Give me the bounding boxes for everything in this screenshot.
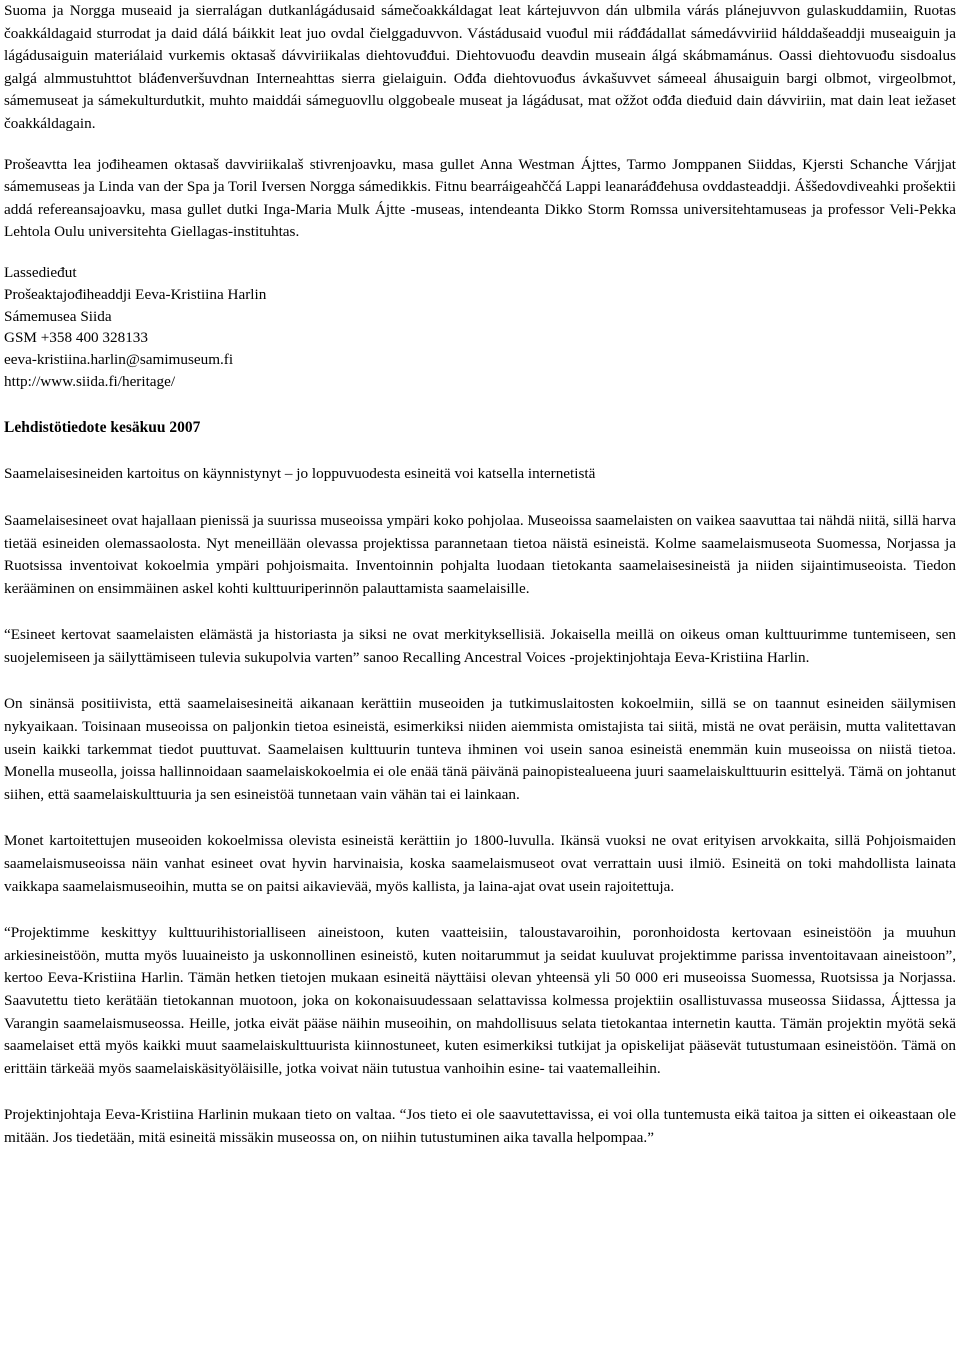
finnish-paragraph-6: Projektinjohtaja Eeva-Kristiina Harlinin mukaan tieto on valtaa. “Jos tieto ei ole saavutettavissa, ei voi olla tuntemusta eikä taitoa ja sitten ei oikeastaan ole mitään. Jos tiedetään, mitä esineitä missäkin museossa on, on niihin tutustuminen aika tavalla helpompaa.” [4,1106,956,1146]
contact-role: Prošeaktajođiheaddji Eeva-Kristiina Harlin [4,285,267,303]
finnish-paragraph-1: Saamelaisesineet ovat hajallaan pienissä ja suurissa museoissa ympäri koko pohjolaa. Museoissa saamelaisten on vaikea saavuttaa tai nähdä niitä, sillä harva tietää esineiden olemassaolosta. Nyt meneillään olevassa projektissa parannetaan tietoa näistä esineistä. Kolme saamelaismuseota Suomessa, Norjassa ja Ruotsissa inventoivat kokoelmia ympäri pohjoismaita. Inventoinnin pohjalta luodaan tietokanta saamelaisesineistä ja niiden sijaintimuseoista. Tiedon kerääminen on ensimmäinen askel kohti kulttuuriperinnön palauttamista saamelaisille. [4,511,956,597]
finnish-paragraph-2: “Esineet kertovat saamelaisten elämästä ja historiasta ja siksi ne ovat merkityksellisiä. Jokaisella meillä on oikeus oman kulttuurimme tuntemiseen, sen suojelemiseen ja säilyttämiseen tulevia sukupolvia varten” sanoo Recalling Ancestral Voices -projektinjohtaja Eeva-Kristiina Harlin. [4,626,956,666]
spacer [4,393,956,417]
spacer [4,244,956,262]
contact-org: Sámemusea Siida [4,307,112,325]
contact-phone: GSM +358 400 328133 [4,329,148,347]
spacer [4,898,956,922]
spacer [4,806,956,830]
spacer [4,1080,956,1104]
finnish-paragraph-3: On sinänsä positiivista, että saamelaisesineitä aikanaan kerättiin museoiden ja tutkimuslaitosten kokoelmiin, sillä se on taannut esineiden säilymisen nykyaikaan. Toisinaan museoissa on paljonkin tietoa esineistä, esimerkiksi niiden aiemmista omistajista tai siitä, mistä ne ovat peräisin, mutta valitettavan usein kaikki tarkemmat tiedot puuttuvat. Saamelaisen kulttuurin tunteva ihminen voi usein sanoa esineistä enemmän kuin museoissa on niistä tietoa. Monella museolla, joissa hallinnoidaan saamelaiskokoelmia ei ole enää tänä päivänä painopistealueena juuri saamelaiskulttuurin esittelyä. Tämä on johtanut siihen, että saamelaiskulttuuria ja sen esineistöä tunnetaan vain vähän tai ei lainkaan. [4,695,956,803]
finnish-paragraph-5: “Projektimme keskittyy kulttuurihistorialliseen aineistoon, kuten vaatteisiin, taloustavaroihin, poronhoidosta kertovaan esineistöön ja muuhun arkiesineistöön, mutta myös luuaineisto ja uskonnollinen esineistö, kuten noitarummut ja seidat kuuluvat projektimme parissa inventoitavaan aineistoon”, kertoo Eeva-Kristiina Harlin. Tämän hetken tietojen mukaan esineitä näyttäisi olevan yhteensä yli 50 000 eri museoissa Suomessa, Ruotsissa ja Norjassa. Saavutettu tieto kerätään tietokannan muotoon, joka on kokonaisuudessaan selattavissa kolmessa projektiin osallistuvassa museossa Siidassa, Ájttessa ja Varangin saamelaismuseossa. Heille, jotka eivät pääse näihin museoihin, on mahdollisuus selata tietokantaa internetin kautta. Tämän projektin myötä sekä saamelaiset että myös kaikki muut saamelaiskulttuurista kiinnostuneet, kuten esimerkiksi tutkijat ja opiskelijat pääsevät tutustumaan esineistöön. Tämä on erittäin tärkeää myös saamelaiskäsityöläisille, jotka voivat näin tutustua vanhoihin esine- tai vaatemalleihin. [4,924,956,1077]
contact-title: Lassedieđut [4,263,77,281]
spacer [4,439,956,463]
press-release-subtitle: Saamelaisesineiden kartoitus on käynnistynyt – jo loppuvuodesta esineitä voi katsella internetistä [4,465,596,483]
finnish-paragraph-4: Monet kartoitettujen museoiden kokoelmissa olevista esineistä kerättiin jo 1800-luvulla. Ikänsä vuoksi ne ovat erityisen arvokkaita, sillä Pohjoismaiden saamelaismuseoissa näin vanhat esineet ovat hyvin harvinaisia, koska saamelaismuseot ovat verrattain uusi ilmiö. Esineitä on toki mahdollista lainata vaikkapa saamelaismuseoihin, mutta se on paitsi aikavievää, myös kallista, ja laina-ajat ovat usein rajoitettuja. [4,832,956,895]
contact-block [4,262,956,393]
spacer [4,486,956,510]
sami-paragraph-2: Prošeavtta lea jođiheamen oktasaš davviriikalaš stivrenjoavku, masa gullet Anna Westman Ájttes, Tarmo Jomppanen Siiddas, Kjersti Schanche Várjjat sámemuseas ja Linda van der Spa ja Toril Iversen Norgga sámedikkis. Fitnu bearráigeahččá Lappi leanaráđđehusa ovddasteaddji. Áššedovdiveahki prošektii addá refereansajoavku, masa gullet dutki Inga-Maria Mulk Ájtte -museas, intendeanta Dikko Storm Romssa universitehtamuseas ja professor Veli-Pekka Lehtola Oulu universitehta Giellagas-instituhtas. [4,155,956,241]
spacer [4,600,956,624]
press-release-heading: Lehdistötiedote kesäkuu 2007 [4,418,201,436]
spacer [4,669,956,693]
sami-paragraph-1: Suoma ja Norgga museaid ja sierralágan dutkanlágádusaid sámečoakkáldagat leat kártejuvvon dán ulbmila várás plánejuvvon gulaskuddamiin, Ruoŧas čoakkáldagaid sturrodat ja daid dálá báikkit leat juo ovdal čielggaduvvon. Vástádusaid vuođul mii ráđđádallat sámedávviriid hálddašeaddji museaiguin ja lágádusaiguin materiálaid vurkemis oktasaš dávviriikalas diehtovuđđui. Diehtovuođu deavdin museain álgá skábmamánus. Oassi diehtovuođu sisdoalus galgá almmustuhttot bláđenveršuvdnan Interneahttas sierra gielaiguin. Ođđa diehtovuođus ávkašuvvet sámeeal áhusaiguin bargi olbmot, virgeolbmot, sámemuseat ja sámekulturdutkit, muhto maiddái sámeguovllu olggobeale museat ja lágádusat, mat ožžot ođđa dieđuid dain dávviriin, mat dain leat iežaset čoakkáldagain. [4,2,956,132]
spacer [4,136,956,154]
contact-email: eeva-kristiina.harlin@samimuseum.fi [4,351,234,369]
contact-web: http://www.siida.fi/heritage/ [4,372,176,390]
